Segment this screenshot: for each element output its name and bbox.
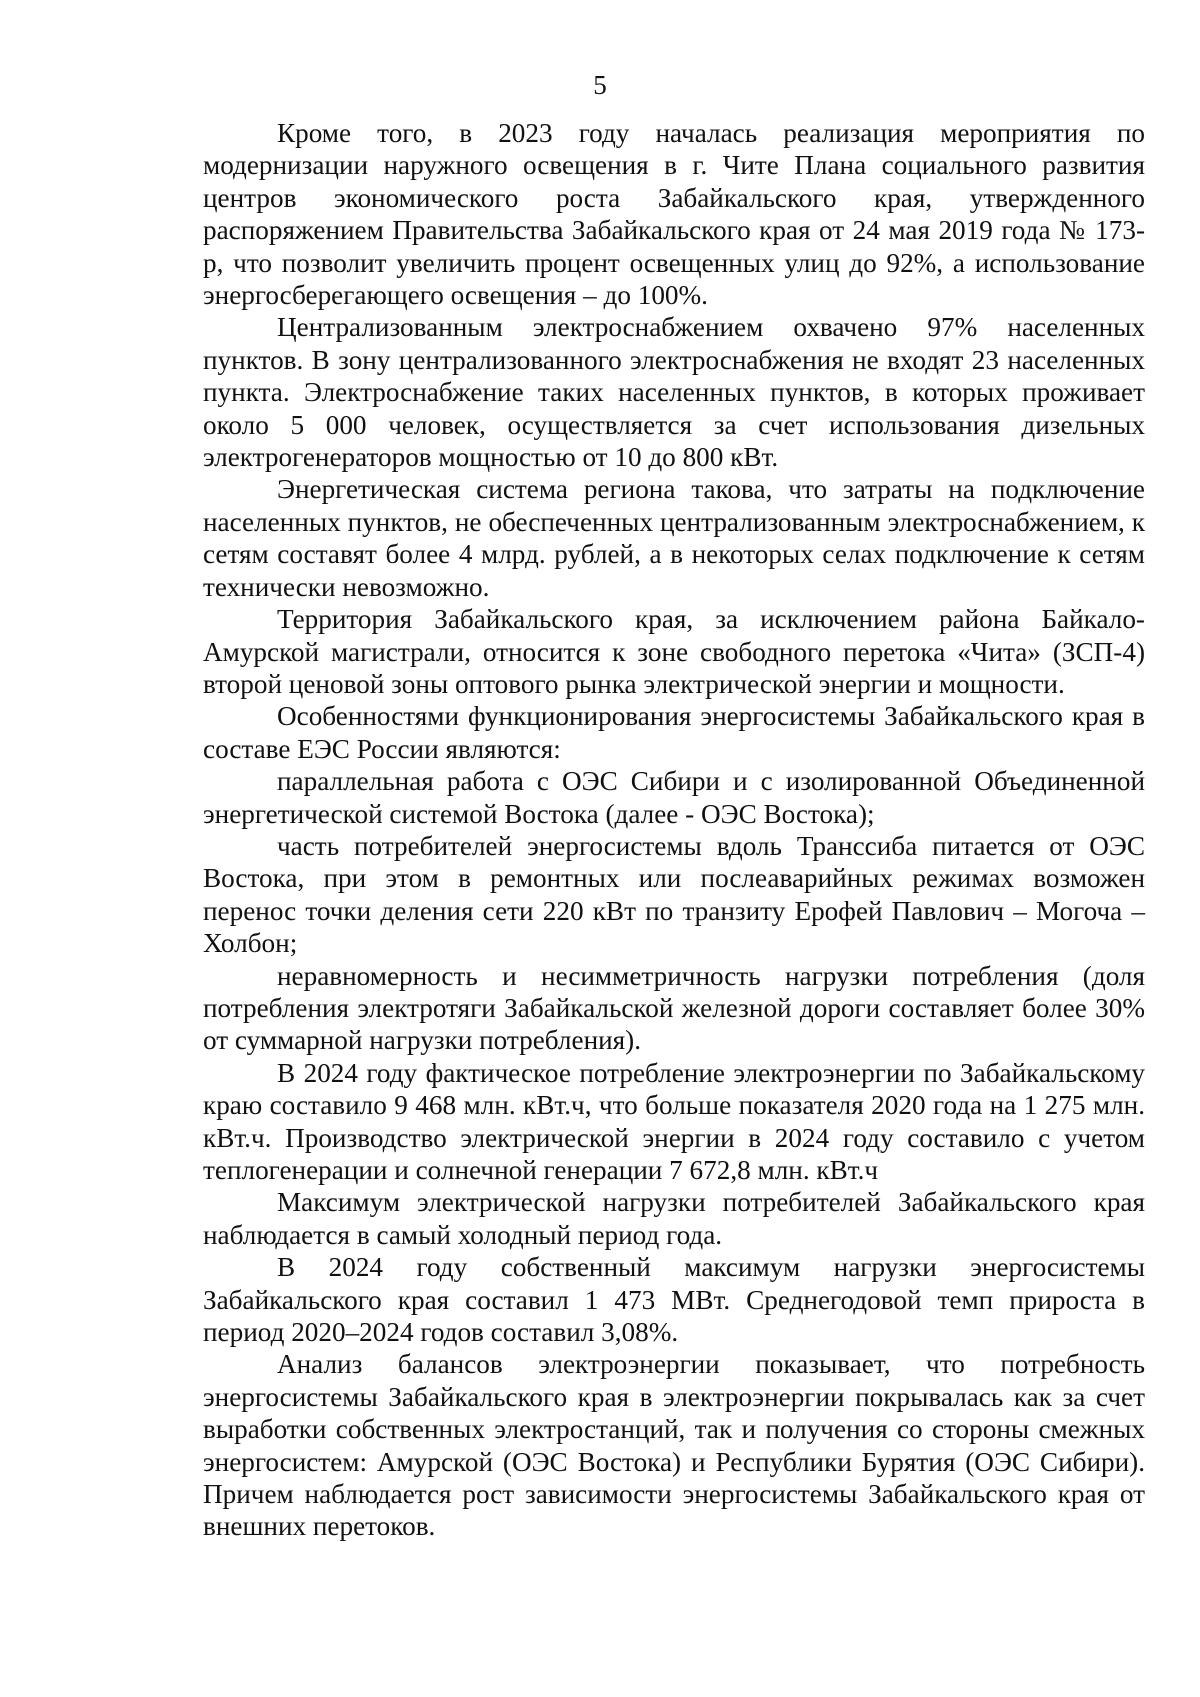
paragraph-consumption-2024: В 2024 году фактическое потребление электроэнергии по Забайкальскому краю составило 9 468 млн. кВт.ч, что больше показателя 2020 года на 1 275 млн. кВт.ч. Производство электрической энергии в 2024 году составило с учетом теплогенерации и солнечной генерации 7 672,8 млн. кВт.ч [203,1057,1145,1185]
document-body [203,117,1145,1543]
paragraph-feature-transsib: часть потребителей энергосистемы вдоль Транссиба питается от ОЭС Востока, при этом в ремонтных или послеаварийных режимах возможен перенос точки деления сети 220 кВт по транзиту Ерофей Павлович – Могоча – Холбон; [203,830,1145,959]
page-number: 5 [593,70,607,100]
paragraph-balance-analysis: Анализ балансов электроэнергии показывает, что потребность энергосистемы Забайкальского края в электроэнергии покрывалась как за счет выработки собственных электростанций, так и получения со стороны смежных энергосистем: Амурской (ОЭС Востока) и Республики Бурятия (ОЭС Сибири). Причем наблюдается рост зависимости энергосистемы Забайкальского края от внешних перетоков. [203,1349,1145,1542]
paragraph-free-flow-zone: Территория Забайкальского края, за исключением района Байкало-Амурской магистрали, относится к зоне свободного перетока «Чита» (ЗСП-4) второй ценовой зоны оптового рынка электрической энергии и мощности. [203,604,1145,699]
paragraph-features-intro: Особенностями функционирования энергосистемы Забайкальского края в составе ЕЭС России являются: [203,701,1145,764]
paragraph-feature-load-asymmetry: неравномерность и несимметричность нагрузки потребления (доля потребления электротяги Забайкальской железной дороги составляет более 30% от суммарной нагрузки потребления). [203,960,1145,1056]
paragraph-connection-costs: Энергетическая система региона такова, что затраты на подключение населенных пунктов, не обеспеченных централизованным электроснабжением, к сетям составят более 4 млрд. рублей, а в некоторых селах подключение к сетям технически невозможно. [203,474,1145,602]
paragraph-lighting-modernization: Кроме того, в 2023 году началась реализация мероприятия по модернизации наружного освещения в г. Чите Плана социального развития центров экономического роста Забайкальского края, утвержденного распоряжением Правительства Забайкальского края от 24 мая 2019 года № 173-р, что позволит увеличить процент освещенных улиц до 92%, а использование энергосберегающего освещения – до 100%. [203,118,1145,311]
paragraph-centralized-supply: Централизованным электроснабжением охвачено 97% населенных пунктов. В зону централизованного электроснабжения не входят 23 населенных пункта. Электроснабжение таких населенных пунктов, в которых проживает около 5 000 человек, осуществляется за счет использования дизельных электрогенераторов мощностью от 10 до 800 кВт. [203,312,1145,473]
paragraph-peak-load-2024: В 2024 году собственный максимум нагрузки энергосистемы Забайкальского края составил 1 473 МВт. Среднегодовой темп прироста в период 2020–2024 годов составил 3,08%. [203,1252,1145,1348]
paragraph-feature-parallel-operation: параллельная работа с ОЭС Сибири и с изолированной Объединенной энергетической системой Востока (далее - ОЭС Востока); [203,766,1145,829]
paragraph-peak-load-season: Максимум электрической нагрузки потребителей Забайкальского края наблюдается в самый холодный период года. [203,1187,1145,1250]
